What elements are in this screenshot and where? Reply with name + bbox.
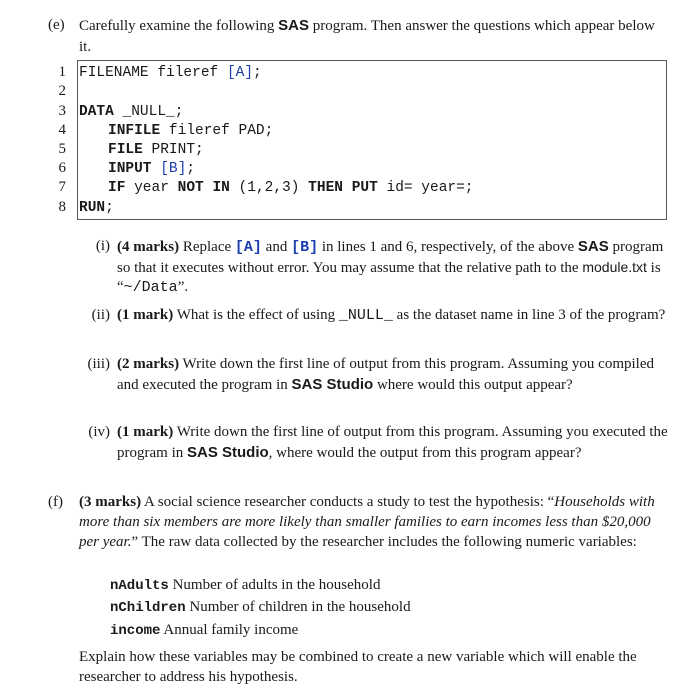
text: ” The raw data collected by the researcher includes the following numeric variables: [131,534,637,550]
text: program so that it executes without error. You may assume that the relative path to the [117,239,664,276]
question-iii [80,355,670,395]
keyword-in: IN [212,180,230,196]
question-ii [80,306,670,326]
keyword-if: IF [108,180,126,196]
part-f-text [79,492,668,552]
keyword-run: RUN [79,200,106,216]
code-text: (1,2,3) [229,180,309,196]
sas-ref: SAS [577,238,609,255]
sas-studio-ref: SAS Studio [186,443,269,461]
part-f [48,492,668,552]
part-f-label: (f) [48,494,63,510]
question-iv [80,423,670,463]
part-e-intro [48,15,668,58]
variable-item [110,599,411,616]
variable-name: income [110,623,161,639]
part-e-text [79,15,668,58]
part-e-text-b: program. Then answer the questions which appear below it. [79,18,655,55]
code-text: _NULL_; [113,104,184,120]
placeholder-a-ref: [A] [234,239,262,256]
question-iv-text [117,423,670,463]
text: as the dataset name in line 3 of the program? [392,307,666,323]
variable-desc: Number of adults in the household [172,577,381,593]
question-i-text [117,237,670,298]
null-ref: _NULL_ [338,307,393,324]
code-text: ; [186,161,196,177]
part-e-sas: SAS [278,17,309,34]
keyword-input: INPUT [108,161,152,177]
line-number: 8 [58,199,66,215]
keyword-put: PUT [351,180,378,196]
code-line-5 [108,142,204,158]
text: in lines 1 and 6, respectively, of the above [318,239,578,255]
part-e-text-a: Carefully examine the following [79,18,279,34]
code-line-6 [108,161,195,177]
code-text: fileref PAD; [160,123,274,139]
keyword-not: NOT [177,180,204,196]
code-line-8 [79,200,114,216]
variable-desc: Annual family income [163,622,299,638]
question-iii-text [117,355,670,395]
code-text: id= year=; [377,180,474,196]
line-number: 2 [58,83,66,99]
marks: (4 marks) [117,239,180,255]
code-text: PRINT; [142,142,204,158]
variable-item [110,577,380,594]
variable-desc: Number of children in the household [189,599,411,615]
code-text: year [125,180,178,196]
marks: (3 marks) [79,494,142,510]
text: Write down the first line of output from this program. Assuming you compiled and executed the program in [117,356,654,393]
code-line-7 [108,180,474,196]
text: Write down the first line of output from this program. Assuming you executed the program in [117,424,668,461]
line-number: 6 [58,160,66,176]
code-text: ; [105,200,114,216]
question-iii-label: (iii) [87,356,110,372]
text: and [261,239,292,255]
variable-name: nAdults [110,578,169,594]
code-box [77,60,667,220]
line-number: 3 [58,103,66,119]
placeholder-a: [A] [226,65,254,81]
keyword-file: FILE [108,142,143,158]
question-ii-text [117,306,670,326]
keyword-then: THEN [308,180,343,196]
text: , where would the output from this program appear? [268,444,582,461]
line-number: 5 [58,141,66,157]
variable-name: nChildren [110,600,186,616]
text: ”. [177,279,189,295]
keyword-infile: INFILE [108,123,161,139]
line-number: 1 [58,64,66,80]
question-ii-label: (ii) [91,307,110,323]
text: where would this output appear? [373,376,573,393]
code-text: ; [253,65,262,81]
marks: (1 mark) [117,424,174,440]
sas-studio-ref: SAS Studio [291,375,374,393]
code-line-4 [108,123,273,139]
code-line-3 [79,104,183,120]
part-e-label: (e) [48,17,65,33]
marks: (2 marks) [117,356,180,372]
hypothesis: Households with more than six members are more likely than smaller families to earn incomes less than $20,000 per year. [79,494,655,550]
variable-item [110,622,298,639]
code-line-1 [79,65,262,81]
marks: (1 mark) [117,307,174,323]
explain-text: Explain how these variables may be combined to create a new variable which will enable the researcher to address his hypothesis. [79,649,637,685]
line-number: 4 [58,122,66,138]
text: What is the effect of using [173,307,339,323]
question-iv-label: (iv) [88,424,110,440]
text: A social science researcher conducts a study to test the hypothesis: “ [141,494,555,510]
line-number: 7 [58,179,66,195]
question-i-label: (i) [95,238,110,254]
module-file: module.txt [582,258,647,275]
placeholder-b-ref: [B] [291,239,319,256]
text: Replace [179,239,235,255]
data-path: ~/Data [123,279,178,296]
placeholder-b: [B] [160,161,187,177]
keyword-data: DATA [79,104,114,120]
question-i [80,237,670,298]
code-text: FILENAME fileref [79,65,227,81]
text: is “ [117,259,661,295]
